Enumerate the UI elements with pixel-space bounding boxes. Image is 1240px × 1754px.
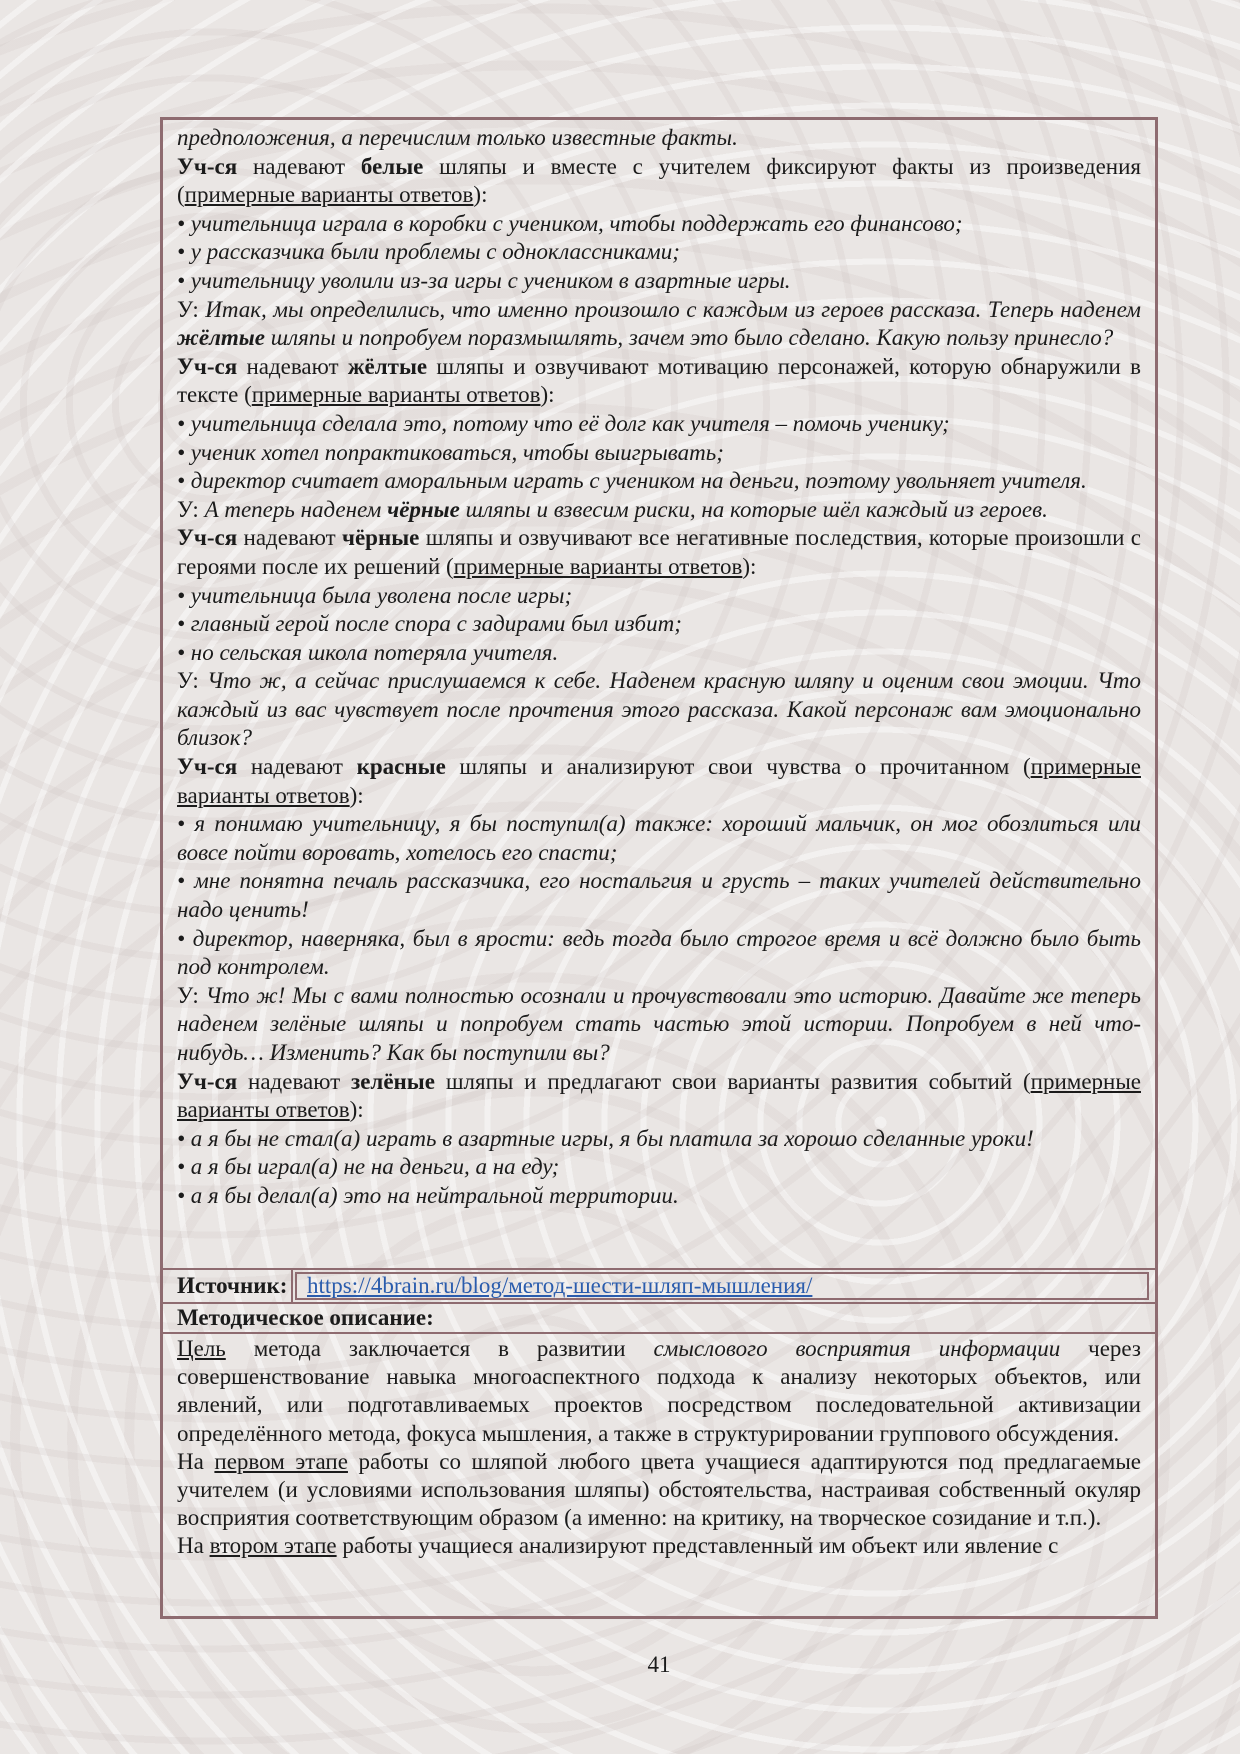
paragraph: У: Что ж, а сейчас прислушаемся к себе. Наденем красную шляпу и оценим свои эмоции. Что каждый из вас чувствует после прочтения этого рассказа. Какой персонаж вам эмоционально близок? [177, 668, 1141, 751]
method-description-label: Методическое описание: [177, 1305, 434, 1330]
source-link[interactable]: https://4brain.ru/blog/метод-шести-шляп-мышления/ [307, 1273, 813, 1298]
paragraph: • учительница была уволена после игры; [177, 582, 573, 608]
paragraph: Уч-ся надевают чёрные шляпы и озвучивают все негативные последствия, которые произошли с героями после их решений (примерные варианты ответов): [177, 525, 1141, 579]
paragraph: Уч-ся надевают красные шляпы и анализируют свои чувства о прочитанном (примерные варианты ответов): [177, 754, 1141, 808]
paragraph: • директор считает аморальным играть с учеником на деньги, поэтому увольняет учителя. [177, 468, 1087, 494]
source-link-box [295, 1272, 1149, 1300]
paragraph: • мне понятна печаль рассказчика, его ностальгия и грусть – таких учителей действительно надо ценить! [177, 868, 1141, 923]
method-description-cell [163, 1332, 1155, 1616]
paragraph: • учительницу уволили из-за игры с учеником в азартные игры. [177, 267, 791, 293]
paragraph: • у рассказчика были проблемы с одноклассниками; [177, 239, 680, 265]
paragraph: • ученик хотел попрактиковаться, чтобы выигрывать; [177, 439, 724, 465]
paragraph: На первом этапе работы со шляпой любого цвета учащиеся адаптируются под предлагаемые учителем (и условиями использования шляпы) обстоятельства, настраивая собственный окуляр восприятия соответствующим образом (а именно: на критику, на творческое созидание и т.п.). [177, 1448, 1141, 1531]
page-number: 41 [647, 1652, 671, 1677]
paragraph: • а я бы не стал(а) играть в азартные игры, я бы платила за хорошо сделанные уроки! [177, 1125, 1034, 1151]
paragraph: • учительница играла в коробки с учеником, чтобы поддержать его финансово; [177, 210, 963, 236]
paragraph: • а я бы делал(а) это на нейтральной территории. [177, 1182, 679, 1208]
method-description-header-row [163, 1302, 1155, 1332]
source-row [163, 1268, 1155, 1302]
paragraph: • а я бы играл(а) не на деньги, а на еду; [177, 1154, 560, 1180]
lesson-dialogue-cell [163, 120, 1155, 1268]
paragraph: • директор, наверняка, был в ярости: ведь тогда было строгое время и всё должно было быть под контролем. [177, 925, 1141, 980]
paragraph: Уч-ся надевают белые шляпы и вместе с учителем фиксируют факты из произведения (примерные варианты ответов): [177, 153, 1141, 208]
paragraph: • главный герой после спора с задирами был избит; [177, 611, 682, 637]
paragraph: • я понимаю учительницу, я бы поступил(а) также: хороший мальчик, он мог обозлиться или вовсе пойти воровать, хотелось его спасти; [177, 811, 1141, 865]
source-link-cell [291, 1270, 1155, 1302]
method-table [160, 117, 1158, 1619]
paragraph: Цель метода заключается в развитии смыслового восприятия информации через совершенствование навыка многоаспектного подхода к анализу некоторых объектов, или явлений, или подготавливаемых проектов посредством последовательной активизации определённого метода, фокуса мышления, а также в структурировании группового обсуждения. [177, 1336, 1141, 1446]
paragraph: У: Итак, мы определились, что именно произошло с каждым из героев рассказа. Теперь наденем жёлтые шляпы и попробуем поразмышлять, зачем это было сделано. Какую пользу принесло? [177, 296, 1141, 351]
paragraph: • но сельская школа потеряла учителя. [177, 639, 559, 665]
source-label: Источник: [177, 1273, 288, 1298]
paragraph: Уч-ся надевают зелёные шляпы и предлагают свои варианты развития событий (примерные варианты ответов): [177, 1068, 1141, 1123]
paragraph: предположения, а перечислим только известные факты. [177, 125, 738, 150]
paragraph: У: Что ж! Мы с вами полностью осознали и прочувствовали это историю. Давайте же теперь наденем зелёные шляпы и попробуем стать частью этой истории. Попробуем в ней что-нибудь… Изменить? Как бы поступили вы? [177, 982, 1141, 1065]
paragraph: Уч-ся надевают жёлтые шляпы и озвучивают мотивацию персонажей, которую обнаружили в тексте (примерные варианты ответов): [177, 353, 1141, 408]
paragraph: У: А теперь наденем чёрные шляпы и взвесим риски, на которые шёл каждый из героев. [177, 496, 1048, 522]
paragraph: • учительница сделала это, потому что её долг как учителя – помочь ученику; [177, 410, 950, 436]
paragraph: На втором этапе работы учащиеся анализируют представленный им объект или явление с [177, 1533, 1059, 1559]
